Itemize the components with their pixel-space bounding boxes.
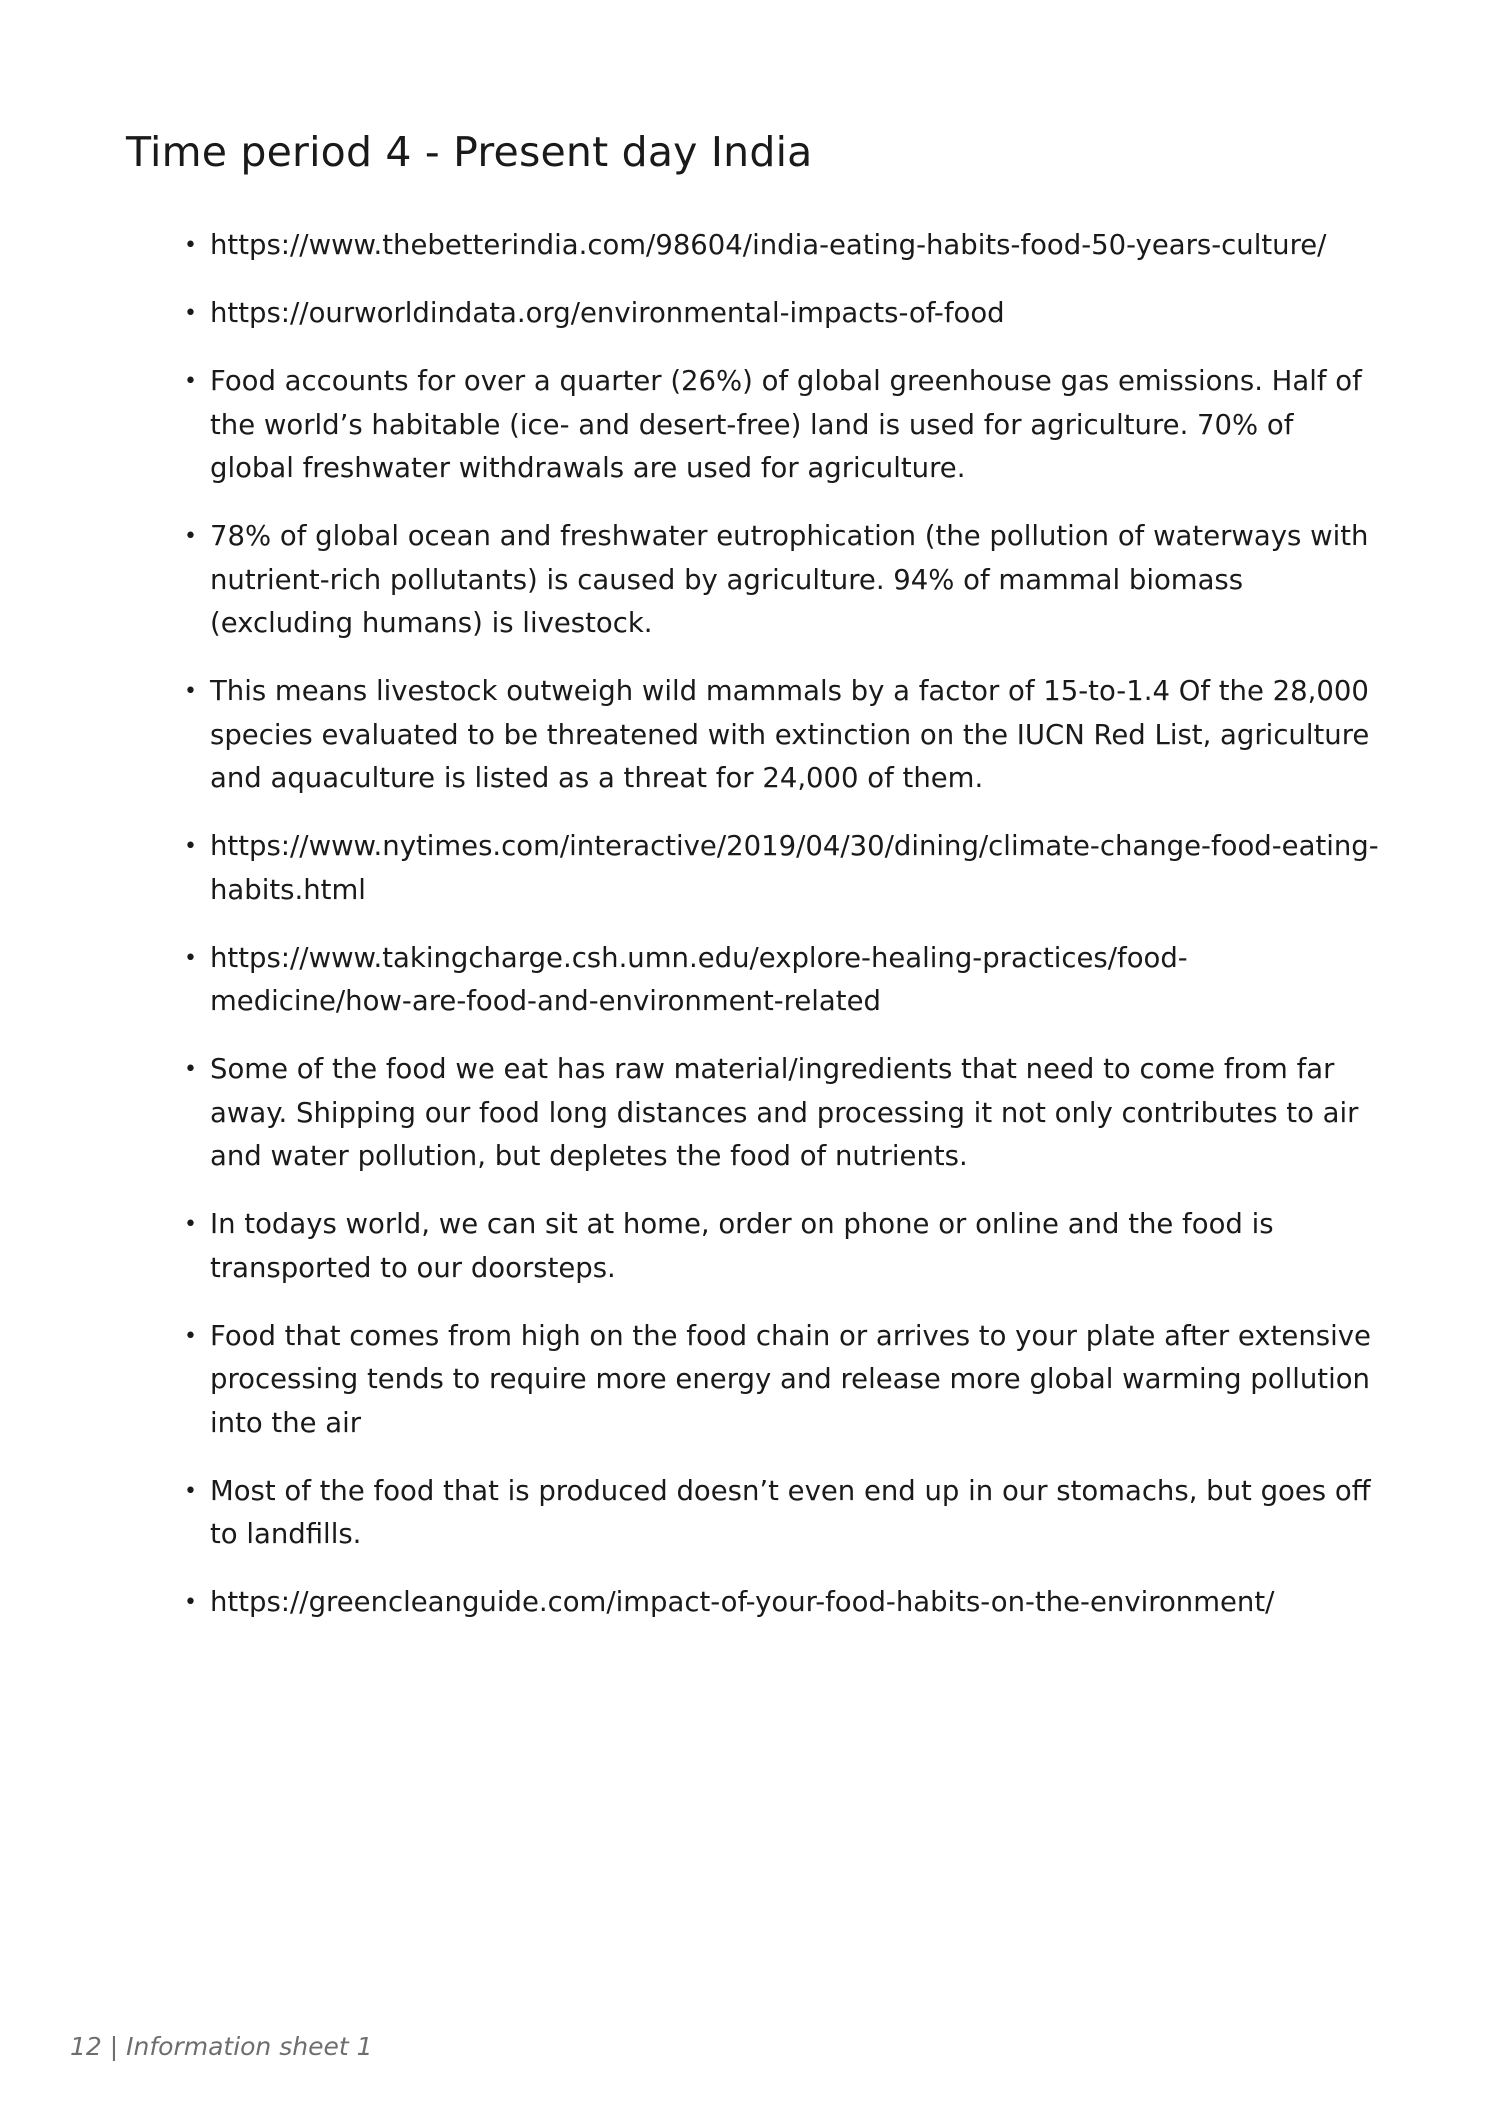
bullet-list	[184, 224, 1384, 1649]
list-item: • Food accounts for over a quarter (26%) of global greenhouse gas emissions. Half of the world’s habitable (ice- and desert-free) land is used for agriculture. 70% of global freshwater withdrawals are used for agriculture.	[184, 360, 1384, 491]
list-item: • In todays world, we can sit at home, order on phone or online and the food is transported to our doorsteps.	[184, 1203, 1384, 1290]
list-item-url-takingcharge: • https://www.takingcharge.csh.umn.edu/explore-healing-practices/food-medicine/how-are-food-and-environment-related	[184, 937, 1384, 1024]
list-item: • Some of the food we eat has raw material/ingredients that need to come from far away. Shipping our food long distances and processing it not only contributes to air and water pollution, but depletes the food of nutrients.	[184, 1048, 1384, 1179]
list-item-url-nytimes: • https://www.nytimes.com/interactive/2019/04/30/dining/climate-change-food-eating-habits.html	[184, 825, 1384, 912]
list-item: • 78% of global ocean and freshwater eutrophication (the pollution of waterways with nutrient-rich pollutants) is caused by agriculture. 94% of mammal biomass (excluding humans) is livestock.	[184, 515, 1384, 646]
list-item-url-greencleanguide: • https://greencleanguide.com/impact-of-your-food-habits-on-the-environment/	[184, 1581, 1384, 1625]
list-item-url-thebetterindia: • https://www.thebetterindia.com/98604/india-eating-habits-food-50-years-culture/	[184, 224, 1384, 268]
list-item-url-ourworldindata: • https://ourworldindata.org/environmental-impacts-of-food	[184, 292, 1384, 336]
page-footer: 12 | Information sheet 1	[70, 2032, 373, 2061]
list-item: • Food that comes from high on the food chain or arrives to your plate after extensive processing tends to require more energy and release more global warming pollution into the air	[184, 1315, 1384, 1446]
list-item: • Most of the food that is produced doesn’t even end up in our stomachs, but goes off to landfills.	[184, 1470, 1384, 1557]
page-title: Time period 4 - Present day India	[126, 128, 813, 176]
list-item: • This means livestock outweigh wild mammals by a factor of 15-to-1.4 Of the 28,000 species evaluated to be threatened with extinction on the IUCN Red List, agriculture and aquaculture is listed as a threat for 24,000 of them.	[184, 670, 1384, 801]
